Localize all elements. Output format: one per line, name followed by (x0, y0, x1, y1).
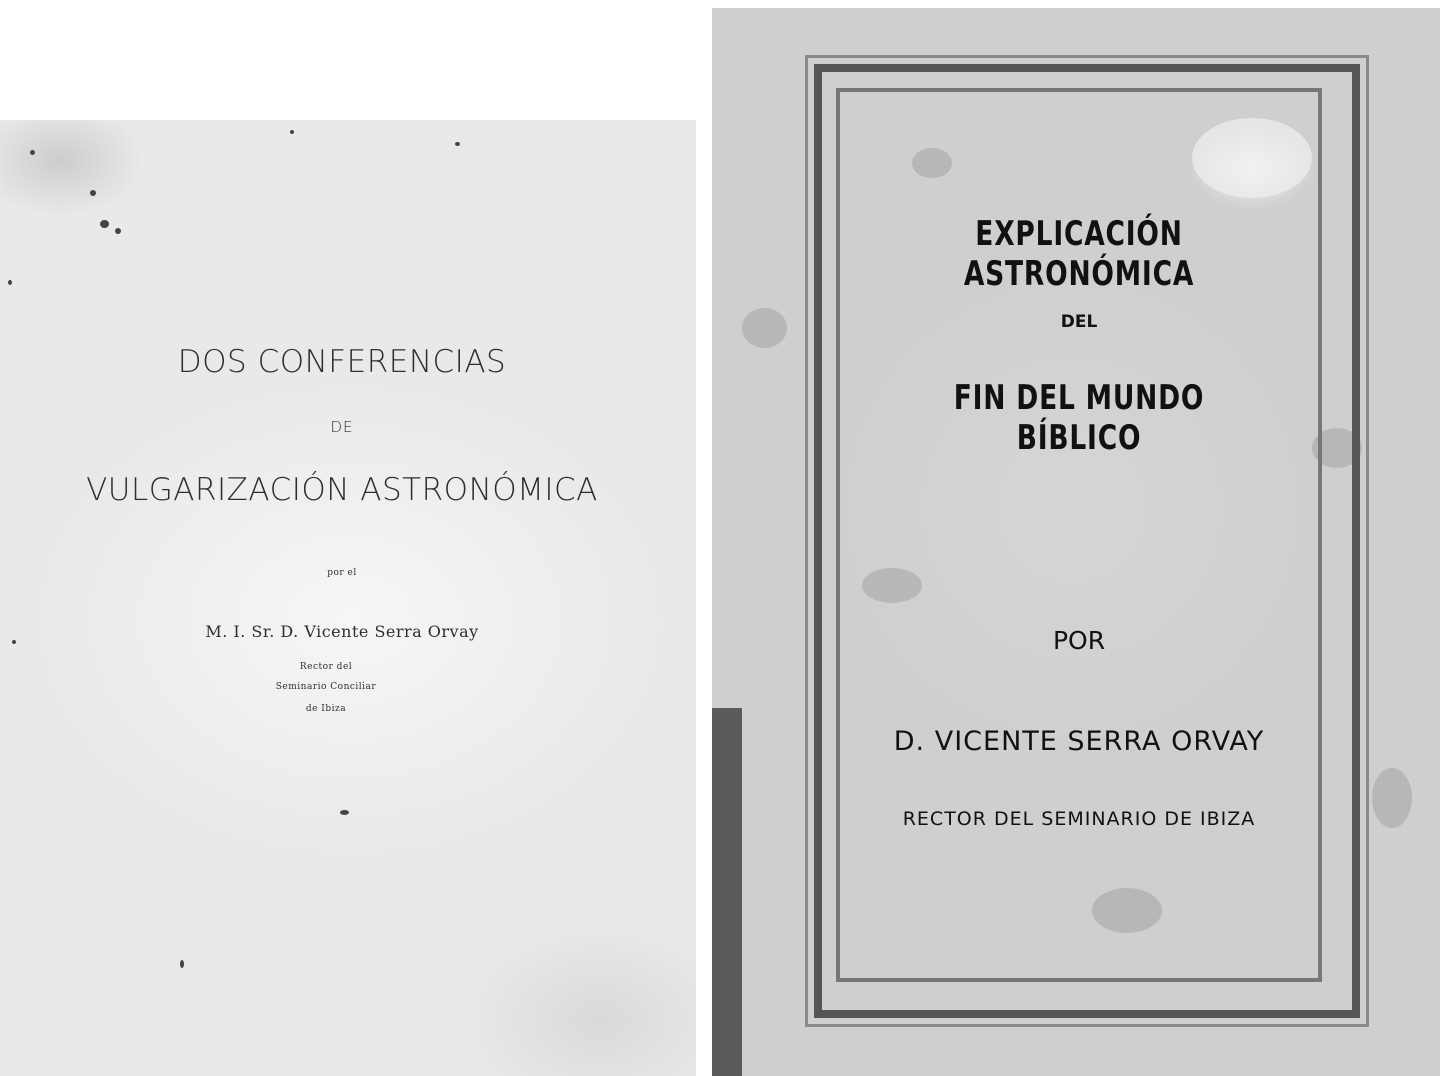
cover-byline: por el (327, 568, 357, 578)
speck (455, 142, 460, 146)
cover-author: D. VICENTE SERRA ORVAY (893, 726, 1265, 757)
speck (90, 190, 96, 196)
cover-role-line2: Seminario Conciliar (275, 682, 377, 692)
cover-title-line1: DOS CONFERENCIAS (177, 344, 507, 380)
cover-role-line3: de Ibiza (305, 704, 347, 714)
speck (30, 150, 35, 155)
cover-role: RECTOR DEL SEMINARIO DE IBIZA (902, 808, 1256, 830)
cover-byline: POR (1052, 626, 1106, 655)
stain (742, 308, 787, 348)
spine-tape (712, 708, 742, 1076)
speck (115, 228, 121, 234)
cover-title-line2: FIN DEL MUNDO BÍBLICO (953, 378, 1205, 458)
speck (8, 280, 12, 285)
cover-role-line1: Rector del (299, 662, 353, 672)
speck (180, 960, 184, 968)
speck (290, 130, 294, 134)
cover-title-line1: EXPLICACIÓN ASTRONÓMICA (963, 214, 1195, 294)
stain (1372, 768, 1412, 828)
right-book-cover (712, 8, 1440, 1076)
speck (100, 220, 109, 228)
speck (340, 810, 349, 815)
cover-title-connector: DEL (1060, 312, 1098, 332)
cover-title-connector: DE (330, 418, 354, 436)
left-book-cover (0, 120, 696, 1076)
cover-author: M. I. Sr. D. Vicente Serra Orvay (205, 622, 479, 641)
cover-title-line2: VULGARIZACIÓN ASTRONÓMICA (86, 472, 598, 508)
